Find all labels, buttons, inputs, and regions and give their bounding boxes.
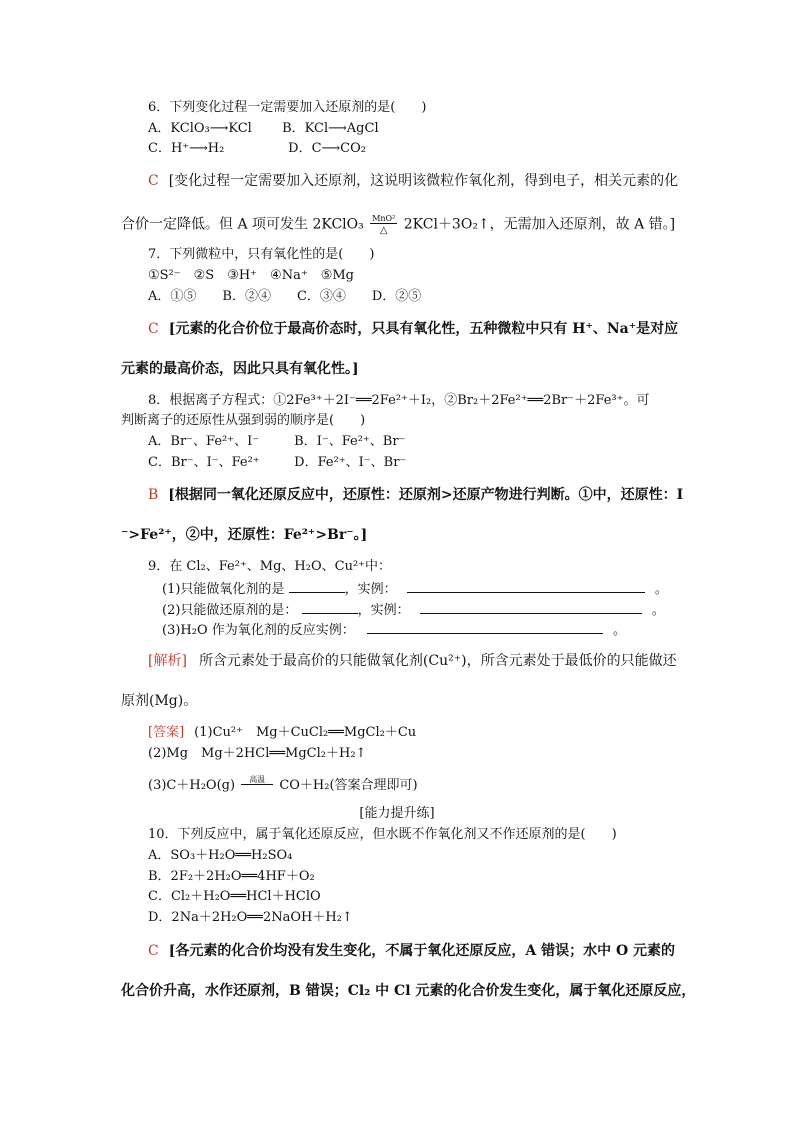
- q8-explanation-line1: [148, 487, 683, 503]
- q8-stem-line2: 判断离子的还原性从强到弱的顺序是( ): [121, 413, 366, 428]
- q10-explanation-line2: 化合价升高，水作还原剂，B 错误；Cl₂ 中 Cl 元素的化合价发生变化，属于氧化还原反应，: [121, 983, 696, 999]
- q9-part3-end: 。: [613, 623, 627, 638]
- q7-stem: 7．下列微粒中，只有氧化性的是( ): [148, 247, 375, 262]
- q6-option-b: B．KCl⟶AgCl: [282, 121, 379, 136]
- q9-part3-blank: [367, 620, 603, 634]
- q9-part2-blank: [302, 600, 358, 614]
- q9-answer-line1: [148, 725, 416, 741]
- q10-option-c: C．Cl₂＋H₂O══HCl＋HClO: [148, 889, 321, 904]
- q9-part1-label: (1)只能做氧化剂的是: [162, 582, 285, 597]
- q9-part1: [162, 579, 668, 598]
- q7-explanation-line2: 元素的最高价态，因此只具有氧化性。]: [121, 361, 359, 377]
- q7-answer-letter: C: [148, 321, 159, 337]
- q9-part3: [162, 620, 626, 639]
- q6-explanation-text: [变化过程一定需要加入还原剂，这说明该微粒作氧化剂，得到电子，相关元素的化: [168, 173, 679, 189]
- q10-option-a: A．SO₃＋H₂O══H₂SO₄: [148, 848, 293, 863]
- q9-stem: 9．在 Cl₂、Fe²⁺、Mg、H₂O、Cu²⁺中：: [148, 559, 392, 574]
- q6-option-a: A．KClO₃⟶KCl: [148, 121, 252, 136]
- condition-bottom: △: [379, 225, 388, 236]
- q10-stem: 10．下列反应中，属于氧化还原反应，但水既不作氧化剂又不作还原剂的是( ): [148, 827, 617, 842]
- q8-option-b: B．I⁻、Fe²⁺、Br⁻: [294, 434, 406, 449]
- q9-part2-example-label: ，实例：: [357, 603, 410, 618]
- q10-explanation-line1: [148, 943, 675, 959]
- q9-part2-end: 。: [651, 603, 665, 618]
- q8-explanation-line2: ⁻>Fe²⁺，②中，还原性：Fe²⁺>Br⁻。]: [121, 527, 368, 543]
- q6-exp2-post: 2KCl＋3O₂↑，无需加入还原剂，故 A 错。]: [403, 216, 676, 233]
- q9-answer-line2: (2)Mg Mg＋2HCl══MgCl₂＋H₂↑: [148, 746, 367, 761]
- q9-part1-example-label: ，实例：: [344, 582, 397, 597]
- q10-explanation-text: [各元素的化合价均没有发生变化，不属于氧化还原反应，A 错误；水中 O 元素的: [168, 943, 676, 959]
- q6-option-d: D．C⟶CO₂: [288, 141, 366, 156]
- q6-answer-letter: C: [148, 173, 159, 189]
- q6-explanation-line2: [121, 214, 675, 235]
- condition-top: MnO²: [372, 214, 396, 223]
- q8-answer-letter: B: [148, 487, 159, 503]
- q10-option-d: D．2Na＋2H₂O══2NaOH＋H₂↑: [148, 910, 353, 925]
- q9-part1-end: 。: [654, 582, 668, 597]
- q9-answer-1: (1)Cu²⁺ Mg＋CuCl₂══MgCl₂＋Cu: [194, 725, 417, 740]
- q10-answer-letter: C: [148, 943, 159, 959]
- q6-option-c: C．H⁺⟶H₂: [148, 141, 225, 156]
- q9-part2: [162, 600, 665, 619]
- q8-option-d: D．Fe²⁺、I⁻、Br⁻: [294, 455, 407, 470]
- q9-part1-example-blank: [407, 579, 645, 593]
- section-heading: [能力提升练]: [359, 806, 435, 821]
- q9-part2-label: (2)只能做还原剂的是：: [162, 603, 298, 618]
- q6-stem: 6．下列变化过程一定需要加入还原剂的是( ): [148, 100, 427, 115]
- q9-analysis-line2: 原剂(Mg)。: [121, 693, 198, 709]
- q8-option-a: A．Br⁻、Fe²⁺、I⁻: [148, 434, 260, 449]
- q8-stem-line1: 8．根据离子方程式：①2Fe³⁺＋2I⁻══2Fe²⁺＋I₂，②Br₂＋2Fe²⁺══2Br⁻＋2Fe³⁺。可: [148, 393, 650, 408]
- q9-part3-label: (3)H₂O 作为氧化剂的反应实例：: [162, 623, 355, 638]
- q8-options-ab: [148, 434, 405, 450]
- q9-answer-3-pre: (3)C＋H₂O(g): [148, 778, 236, 793]
- q8-explanation-text: [根据同一氧化还原反应中，还原性：还原剂>还原产物进行判断。①中，还原性：I: [168, 487, 684, 503]
- q6-options-cd: [148, 141, 366, 157]
- q9-analysis-text: 所含元素处于最高价的只能做氧化剂(Cu²⁺)，所含元素处于最低价的只能做还: [198, 653, 677, 669]
- condition-top: 高温: [241, 775, 273, 785]
- q9-answer-line3: [148, 775, 418, 796]
- analysis-label: [解析]: [148, 653, 187, 669]
- high-temp-condition: [241, 775, 273, 796]
- q8-option-c: C．Br⁻、I⁻、Fe²⁺: [148, 455, 260, 470]
- q9-answer-3-post: CO＋H₂(答案合理即可): [279, 778, 418, 793]
- q8-options-cd: [148, 455, 406, 471]
- q7-explanation-text: [元素的化合价位于最高价态时，只具有氧化性，五种微粒中只有 H⁺、Na⁺是对应: [168, 321, 679, 337]
- q6-explanation-line1: [148, 173, 678, 189]
- q7-items: ①S²⁻ ②S ③H⁺ ④Na⁺ ⑤Mg: [148, 268, 354, 283]
- q6-exp2-pre: 合价一定降低。但 A 项可发生 2KClO₃: [121, 216, 364, 233]
- answer-label: [答案]: [148, 725, 185, 740]
- q9-part2-example-blank: [420, 600, 642, 614]
- mno2-condition-fraction: [370, 214, 397, 235]
- q9-part1-blank: [289, 579, 345, 593]
- q10-option-b: B．2F₂＋2H₂O══4HF＋O₂: [148, 869, 315, 884]
- q6-options-ab: [148, 121, 379, 137]
- q9-analysis-line1: [148, 653, 677, 669]
- q7-options: A．①⑤ B．②④ C．③④ D．②⑤: [148, 289, 422, 304]
- q7-explanation-line1: [148, 321, 678, 337]
